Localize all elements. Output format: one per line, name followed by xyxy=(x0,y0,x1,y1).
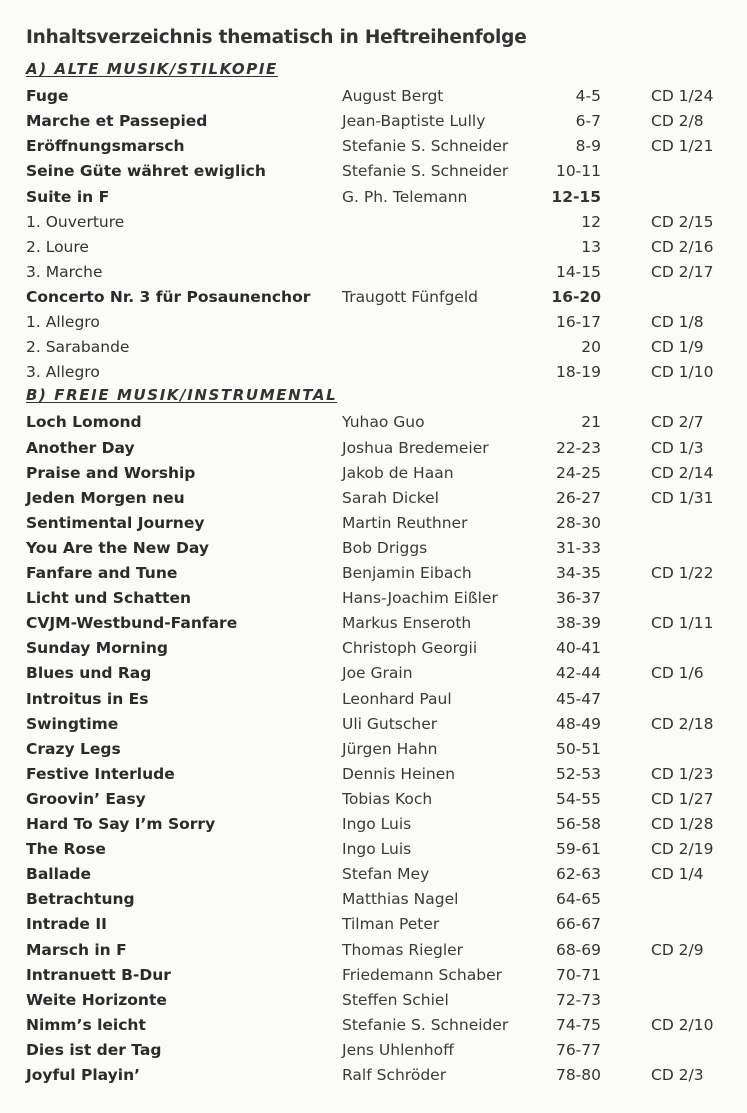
entry-title: Marche et Passepied xyxy=(26,112,208,131)
entry-title: Sentimental Journey xyxy=(26,513,205,532)
entry-composer: Traugott Fünfgeld xyxy=(342,287,478,306)
entry-title: Jeden Morgen neu xyxy=(26,488,185,507)
entry-pages: 38-39 xyxy=(555,614,601,633)
entry-cd-track: CD 1/3 xyxy=(651,438,704,457)
entry-cd-track: CD 1/10 xyxy=(651,363,714,382)
entry-composer: Jürgen Hahn xyxy=(342,739,438,758)
toc-entry xyxy=(0,689,747,714)
entry-title: You Are the New Day xyxy=(26,538,209,557)
entry-composer: Matthias Nagel xyxy=(342,890,459,909)
toc-entry xyxy=(0,739,747,764)
entry-pages: 52-53 xyxy=(555,764,601,783)
toc-entry xyxy=(0,864,747,889)
toc-entry xyxy=(0,714,747,739)
entry-pages: 78-80 xyxy=(555,1066,601,1084)
section-heading: A) ALTE MUSIK/STILKOPIE xyxy=(26,60,278,78)
toc-entry xyxy=(0,613,747,638)
entry-cd-track: CD 1/4 xyxy=(651,865,704,884)
entry-pages: 68-69 xyxy=(555,940,601,959)
entry-cd-track: CD 2/18 xyxy=(651,714,714,733)
entry-pages: 16-20 xyxy=(551,287,601,306)
entry-pages: 74-75 xyxy=(555,1015,601,1034)
entry-pages: 8-9 xyxy=(575,137,601,156)
entry-cd-track: CD 1/28 xyxy=(651,815,714,833)
entry-pages: 62-63 xyxy=(555,865,601,884)
entry-title: Another Day xyxy=(26,438,135,457)
entry-cd-track: CD 1/27 xyxy=(651,789,714,808)
entry-pages: 26-27 xyxy=(555,488,601,507)
entry-cd-track: CD 1/22 xyxy=(651,564,714,582)
entry-cd-track: CD 1/9 xyxy=(651,338,704,357)
toc-entry xyxy=(0,889,747,914)
entry-cd-track: CD 2/17 xyxy=(651,262,714,281)
toc-entry xyxy=(0,262,747,287)
entry-pages: 28-30 xyxy=(555,513,601,532)
entry-composer: Benjamin Eibach xyxy=(342,564,472,582)
toc-entry xyxy=(0,513,747,538)
entry-pages: 40-41 xyxy=(555,639,601,658)
toc-entry xyxy=(0,187,747,212)
page-title: Inhaltsverzeichnis thematisch in Heftreihenfolge xyxy=(26,27,527,48)
entry-title: 1. Ouverture xyxy=(26,212,125,231)
entry-title: Groovin’ Easy xyxy=(26,789,146,808)
entry-composer: Stefan Mey xyxy=(342,865,430,884)
entry-composer: Jens Uhlenhoff xyxy=(342,1040,454,1059)
entry-pages: 16-17 xyxy=(555,313,601,331)
entry-pages: 10-11 xyxy=(555,162,601,181)
entry-composer: Joe Grain xyxy=(342,664,413,683)
entry-composer: Christoph Georgii xyxy=(342,639,478,658)
entry-title: Blues und Rag xyxy=(26,664,152,683)
toc-entry xyxy=(0,990,747,1015)
entry-pages: 14-15 xyxy=(555,262,601,281)
toc-entry xyxy=(0,463,747,488)
entry-composer: Bob Driggs xyxy=(342,538,428,557)
toc-entry xyxy=(0,161,747,186)
entry-title: Joyful Playin’ xyxy=(26,1066,141,1084)
entry-pages: 18-19 xyxy=(555,363,601,382)
toc-entry xyxy=(0,563,747,588)
entry-cd-track: CD 2/10 xyxy=(651,1015,714,1034)
toc-entry xyxy=(0,287,747,312)
entry-cd-track: CD 2/8 xyxy=(651,112,704,131)
toc-entry xyxy=(0,588,747,613)
entry-title: Fanfare and Tune xyxy=(26,564,178,582)
entry-composer: Jakob de Haan xyxy=(342,463,454,482)
entry-cd-track: CD 2/19 xyxy=(651,840,714,859)
entry-pages: 21 xyxy=(581,413,601,432)
entry-cd-track: CD 1/24 xyxy=(651,87,714,106)
toc-entry xyxy=(0,136,747,161)
entry-composer: Stefanie S. Schneider xyxy=(342,162,509,181)
entry-title: Praise and Worship xyxy=(26,463,196,482)
entry-pages: 70-71 xyxy=(555,965,601,984)
entry-pages: 20 xyxy=(581,338,601,357)
toc-entry xyxy=(0,638,747,663)
entry-pages: 12 xyxy=(581,212,601,231)
toc-entry xyxy=(0,86,747,111)
section-heading: B) FREIE MUSIK/INSTRUMENTAL xyxy=(26,386,338,405)
entry-title: Suite in F xyxy=(26,187,110,206)
entry-cd-track: CD 1/8 xyxy=(651,313,704,331)
entry-cd-track: CD 1/23 xyxy=(651,764,714,783)
entry-pages: 31-33 xyxy=(555,538,601,557)
entry-pages: 76-77 xyxy=(555,1040,601,1059)
entry-title: Seine Güte währet ewiglich xyxy=(26,162,266,181)
entry-composer: Ralf Schröder xyxy=(342,1066,447,1084)
toc-entry xyxy=(0,1040,747,1065)
entry-pages: 24-25 xyxy=(555,463,601,482)
entry-composer: Dennis Heinen xyxy=(342,764,456,783)
entry-title: Ballade xyxy=(26,865,91,884)
entry-pages: 42-44 xyxy=(555,664,601,683)
entry-cd-track: CD 2/9 xyxy=(651,940,704,959)
entry-composer: Sarah Dickel xyxy=(342,488,439,507)
entry-pages: 45-47 xyxy=(555,689,601,708)
entry-pages: 64-65 xyxy=(555,890,601,909)
entry-title: 2. Sarabande xyxy=(26,338,130,357)
toc-entry xyxy=(0,839,747,864)
entry-pages: 22-23 xyxy=(555,438,601,457)
entry-composer: G. Ph. Telemann xyxy=(342,187,468,206)
toc-entry xyxy=(0,538,747,563)
toc-entry xyxy=(0,312,747,337)
entry-title: Fuge xyxy=(26,87,69,106)
entry-pages: 34-35 xyxy=(555,564,601,582)
entry-title: CVJM-Westbund-Fanfare xyxy=(26,614,238,633)
toc-entry xyxy=(0,789,747,814)
entry-title: Dies ist der Tag xyxy=(26,1040,162,1059)
entry-title: Nimm’s leicht xyxy=(26,1015,146,1034)
toc-entry xyxy=(0,212,747,237)
entry-title: 3. Marche xyxy=(26,262,103,281)
entry-title: Sunday Morning xyxy=(26,639,169,658)
entry-cd-track: CD 1/31 xyxy=(651,488,714,507)
entry-pages: 13 xyxy=(581,237,601,256)
entry-title: The Rose xyxy=(26,840,106,859)
entry-pages: 12-15 xyxy=(551,187,601,206)
entry-title: Betrachtung xyxy=(26,890,135,909)
entry-composer: Markus Enseroth xyxy=(342,614,472,633)
entry-pages: 66-67 xyxy=(555,915,601,934)
entry-cd-track: CD 1/21 xyxy=(651,137,714,156)
entry-title: Weite Horizonte xyxy=(26,990,167,1009)
entry-composer: Stefanie S. Schneider xyxy=(342,1015,509,1034)
toc-entry xyxy=(0,814,747,839)
entry-composer: Ingo Luis xyxy=(342,840,412,859)
entry-pages: 50-51 xyxy=(555,739,601,758)
entry-title: 2. Loure xyxy=(26,237,89,256)
toc-entry xyxy=(0,488,747,513)
entry-composer: Thomas Riegler xyxy=(342,940,464,959)
entry-pages: 36-37 xyxy=(555,589,601,608)
entry-title: Marsch in F xyxy=(26,940,127,959)
toc-entry xyxy=(0,1015,747,1040)
toc-entry xyxy=(0,1065,747,1090)
entry-composer: Friedemann Schaber xyxy=(342,965,502,984)
entry-composer: Tobias Koch xyxy=(342,789,433,808)
entry-composer: Hans-Joachim Eißler xyxy=(342,589,498,608)
entry-composer: Uli Gutscher xyxy=(342,714,438,733)
entry-pages: 54-55 xyxy=(555,789,601,808)
entry-cd-track: CD 2/14 xyxy=(651,463,714,482)
entry-pages: 72-73 xyxy=(555,990,601,1009)
entry-composer: Martin Reuthner xyxy=(342,513,468,532)
entry-cd-track: CD 2/16 xyxy=(651,237,714,256)
entry-cd-track: CD 2/3 xyxy=(651,1066,704,1084)
entry-composer: Tilman Peter xyxy=(342,915,440,934)
entry-composer: Leonhard Paul xyxy=(342,689,452,708)
entry-composer: August Bergt xyxy=(342,87,444,106)
entry-title: Intrade II xyxy=(26,915,107,934)
entry-pages: 56-58 xyxy=(555,815,601,833)
entry-pages: 6-7 xyxy=(575,112,601,131)
toc-entry xyxy=(0,362,747,387)
entry-title: Hard To Say I’m Sorry xyxy=(26,815,216,833)
entry-title: Swingtime xyxy=(26,714,119,733)
entry-title: Concerto Nr. 3 für Posaunenchor xyxy=(26,287,311,306)
entry-title: Crazy Legs xyxy=(26,739,121,758)
toc-entry xyxy=(0,111,747,136)
entry-pages: 4-5 xyxy=(575,87,601,106)
entry-title: 3. Allegro xyxy=(26,363,100,382)
toc-entry xyxy=(0,663,747,688)
entry-title: Eröffnungsmarsch xyxy=(26,137,185,156)
entry-composer: Joshua Bredemeier xyxy=(342,438,489,457)
entry-title: Licht und Schatten xyxy=(26,589,191,608)
toc-entry xyxy=(0,237,747,262)
entry-composer: Stefanie S. Schneider xyxy=(342,137,509,156)
entry-cd-track: CD 1/6 xyxy=(651,664,704,683)
entry-composer: Ingo Luis xyxy=(342,815,412,833)
entry-title: 1. Allegro xyxy=(26,313,100,331)
toc-entry xyxy=(0,438,747,463)
toc-entry xyxy=(0,764,747,789)
toc-entry xyxy=(0,337,747,362)
entry-title: Loch Lomond xyxy=(26,413,142,432)
entry-cd-track: CD 2/7 xyxy=(651,413,704,432)
entry-composer: Jean-Baptiste Lully xyxy=(342,112,486,131)
entry-pages: 59-61 xyxy=(555,840,601,859)
toc-entry xyxy=(0,940,747,965)
entry-composer: Yuhao Guo xyxy=(342,413,425,432)
entry-title: Introitus in Es xyxy=(26,689,149,708)
entry-title: Intranuett B-Dur xyxy=(26,965,171,984)
entry-cd-track: CD 1/11 xyxy=(651,614,714,633)
entry-cd-track: CD 2/15 xyxy=(651,212,714,231)
toc-entry xyxy=(0,914,747,939)
entry-pages: 48-49 xyxy=(555,714,601,733)
toc-entry xyxy=(0,965,747,990)
entry-title: Festive Interlude xyxy=(26,764,175,783)
toc-entry xyxy=(0,412,747,437)
entry-composer: Steffen Schiel xyxy=(342,990,449,1009)
